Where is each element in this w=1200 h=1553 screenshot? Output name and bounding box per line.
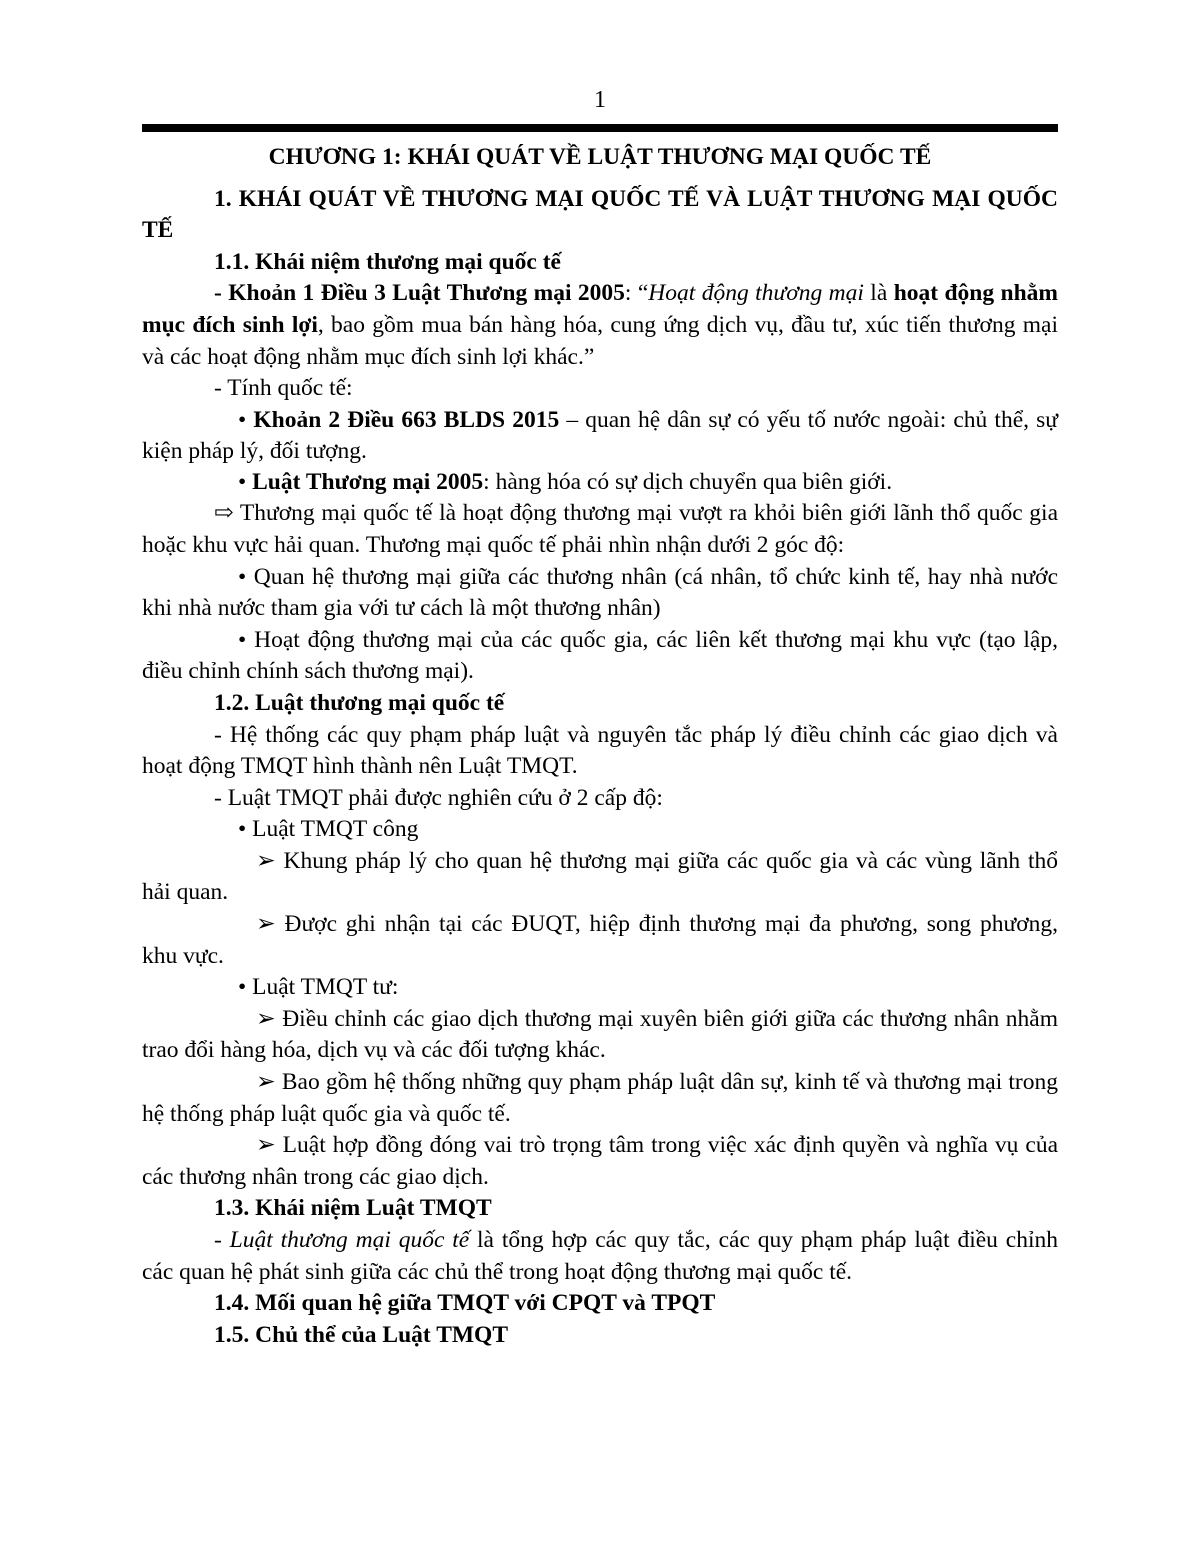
section-1-5-heading: 1.5. Chủ thể của Luật TMQT [214, 1321, 509, 1348]
defined-term: Hoạt động thương mại [648, 280, 864, 307]
bullet-text: Hoạt động thương mại của các quốc gia, các liên kết thương mại khu vực (tạo lập, điều chỉnh chính sách thương mại). [142, 626, 1058, 685]
defined-term: Luật thương mại quốc tế [229, 1227, 470, 1253]
definition-rest: , bao gồm mua bán hàng hóa, cung ứng dịch vụ, đầu tư, xúc tiến thương mại và các hoạt động nhằm mục đích sinh lợi khác.” [142, 311, 1059, 370]
header-rule [142, 124, 1058, 132]
bullet-icon: • [238, 626, 247, 653]
bullet-item [142, 562, 1058, 625]
connector-la: là [863, 280, 894, 307]
bullet-icon: • [238, 406, 247, 433]
sub-bullet-text: Bao gồm hệ thống những quy phạm pháp luật dân sự, kinh tế và thương mại trong hệ thống pháp luật quốc gia và quốc tế. [142, 1069, 1058, 1127]
conclusion-paragraph [142, 498, 1058, 561]
paragraph [142, 1225, 1058, 1288]
arrowhead-icon: ➢ [256, 911, 276, 938]
sub-bullet-item [142, 1067, 1058, 1130]
definition-text: là tổng hợp các quy tắc, các quy phạm pháp luật điều chỉnh các quan hệ phát sinh giữa các chủ thể trong hoạt động thương mại quốc tế. [142, 1227, 1058, 1285]
section-1-4-heading: 1.4. Mối quan hệ giữa TMQT với CPQT và TPQT [214, 1290, 716, 1317]
section-1-2-heading: 1.2. Luật thương mại quốc tế [214, 689, 505, 716]
bullet-item [142, 467, 1058, 499]
page-number: 1 [594, 87, 606, 113]
arrowhead-icon: ➢ [256, 1005, 276, 1032]
section-1-heading: 1. KHÁI QUÁT VỀ THƯƠNG MẠI QUỐC TẾ VÀ LUẬT THƯƠNG MẠI QUỐC TẾ [142, 185, 1058, 244]
section-1-1-heading: 1.1. Khái niệm thương mại quốc tế [214, 248, 561, 275]
dash: - [214, 1227, 230, 1253]
bullet-item [142, 405, 1058, 467]
bullet-text: Quan hệ thương mại giữa các thương nhân (cá nhân, tổ chức kinh tế, hay nhà nước khi nhà nước tham gia với tư cách là một thương nhân) [142, 563, 1058, 622]
definition-paragraph [142, 278, 1058, 373]
bullet-item [142, 972, 1058, 1004]
bullet-text: Luật TMQT công [246, 816, 419, 843]
sub-bullet-item [142, 1004, 1058, 1067]
sub-bullet-text: Luật hợp đồng đóng vai trò trọng tâm trong việc xác định quyền và nghĩa vụ của các thương nhân trong các giao dịch. [142, 1132, 1058, 1190]
bullet-bold: Khoản 2 Điều 663 BLDS 2015 [253, 406, 560, 433]
paragraph: - Luật TMQT phải được nghiên cứu ở 2 cấp độ: [214, 784, 663, 811]
bullet-icon: • [238, 468, 247, 495]
bullet-icon: • [238, 974, 247, 1001]
sub-bullet-text: Khung pháp lý cho quan hệ thương mại giữa các quốc gia và các vùng lãnh thổ hải quan. [142, 847, 1058, 906]
sub-bullet-item [142, 1130, 1058, 1193]
chapter-title: CHƯƠNG 1: KHÁI QUÁT VỀ LUẬT THƯƠNG MẠI QUỐC TẾ [268, 144, 932, 170]
bullet-icon: • [238, 563, 247, 590]
arrowhead-icon: ➢ [256, 1132, 276, 1159]
arrow-right-icon: ⇨ [214, 500, 234, 527]
arrowhead-icon: ➢ [256, 847, 276, 874]
bullet-text: Luật TMQT tư: [246, 974, 399, 1001]
bullet-text: : hàng hóa có sự dịch chuyển qua biên giới. [483, 468, 893, 495]
sub-bullet-item [142, 846, 1058, 909]
bullet-text: – quan hệ dân sự có yếu tố nước ngoài: chủ thể, sự kiện pháp lý, đối tượng. [142, 406, 1059, 464]
sub-bullet-text: Điều chỉnh các giao dịch thương mại xuyên biên giới giữa các thương nhân nhằm trao đổi hàng hóa, dịch vụ và các đối tượng khác. [142, 1005, 1058, 1064]
arrowhead-icon: ➢ [256, 1069, 276, 1096]
quote-open: : “ [624, 280, 649, 307]
definition-emphasis: hoạt động nhằm mục đích sinh lợi [142, 280, 1058, 338]
document-body [142, 140, 1058, 1351]
bullet-item [142, 814, 1058, 846]
definition-dash: - [214, 280, 229, 307]
paragraph: - Hệ thống các quy phạm pháp luật và nguyên tắc pháp lý điều chỉnh các giao dịch và hoạt động TMQT hình thành nên Luật TMQT. [142, 721, 1058, 780]
bullet-item [142, 625, 1058, 688]
conclusion-text: Thương mại quốc tế là hoạt động thương mại vượt ra khỏi biên giới lãnh thổ quốc gia hoặc khu vực hải quan. Thương mại quốc tế phải nhìn nhận dưới 2 góc độ: [142, 500, 1058, 558]
sub-bullet-text: Được ghi nhận tại các ĐUQT, hiệp định thương mại đa phương, song phương, khu vực. [142, 911, 1058, 969]
international-nature-label: - Tính quốc tế: [214, 375, 353, 402]
law-reference: Khoản 1 Điều 3 Luật Thương mại 2005 [228, 280, 625, 307]
sub-bullet-item [142, 909, 1058, 972]
bullet-icon: • [238, 816, 247, 843]
bullet-bold: Luật Thương mại 2005 [252, 468, 484, 495]
section-1-3-heading: 1.3. Khái niệm Luật TMQT [214, 1195, 492, 1222]
